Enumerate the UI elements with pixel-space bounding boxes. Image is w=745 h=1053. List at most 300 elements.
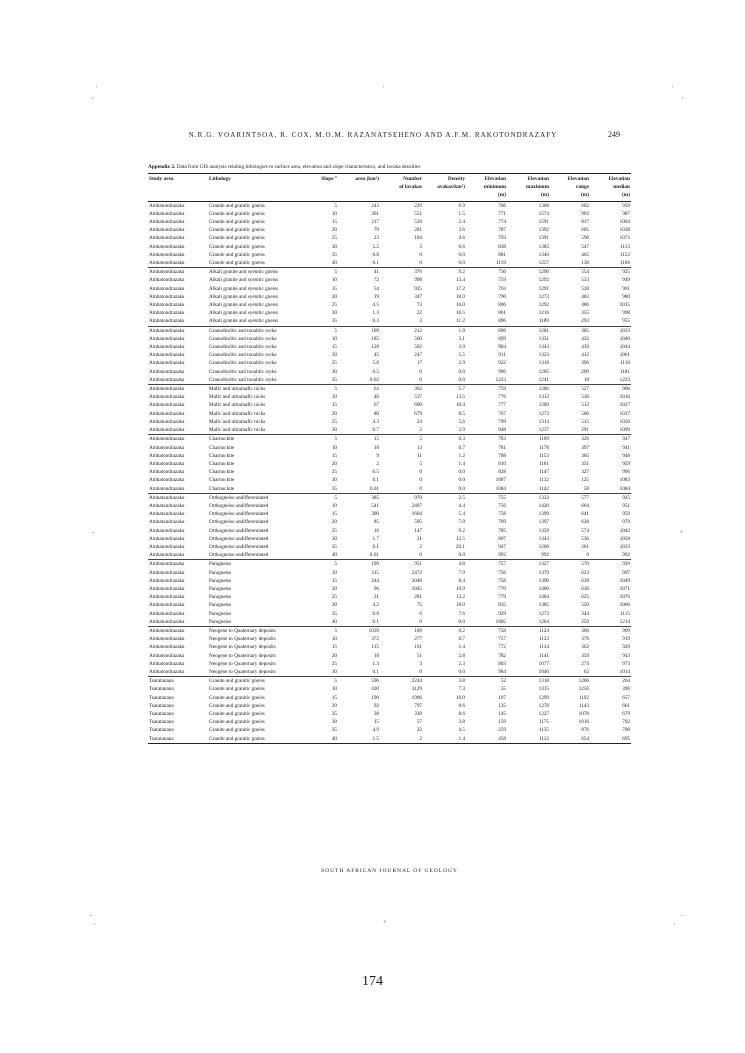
table-cell: 702	[622, 719, 630, 726]
table-cell: 20	[331, 702, 337, 709]
crop-mark: '	[383, 86, 385, 92]
table-cell: 10	[331, 686, 337, 693]
table-cell: 657	[622, 694, 630, 701]
table-cell: 951	[622, 502, 630, 509]
table-cell: 959	[590, 201, 631, 210]
table-cell: Neogene to Quaternary deposits	[209, 636, 276, 643]
table-cell: 536	[581, 394, 589, 401]
table-cell: 486	[581, 302, 589, 309]
table-cell: 1391	[538, 235, 549, 242]
table-cell: 10	[331, 335, 337, 342]
table-cell: 1257	[538, 260, 549, 267]
table-cell: 777	[498, 402, 506, 409]
table-cell: 770	[498, 585, 506, 592]
table-cell: 838	[498, 243, 506, 250]
table-cell: 396	[581, 360, 589, 367]
column-unit	[208, 191, 308, 201]
table-cell: 756	[498, 569, 506, 576]
table-cell: 1.3	[372, 310, 379, 317]
table-cell: 1396	[538, 577, 549, 584]
table-cell: Granite and granitic gneiss	[209, 686, 265, 693]
table-cell: 1.4	[458, 460, 465, 467]
column-unit	[338, 191, 380, 201]
table-cell: 11.2	[456, 318, 465, 325]
table-cell: 4.9	[372, 727, 379, 734]
table-cell: 1.5	[458, 210, 465, 217]
table-cell: 5	[308, 493, 338, 502]
table-cell: 5	[308, 560, 338, 569]
table-cell: 0	[419, 368, 422, 375]
table-cell: 0.0	[458, 376, 465, 383]
table-cell: 30	[331, 535, 337, 542]
table-cell: Granodioritic and tonalitic rocks	[209, 360, 277, 367]
table-cell: Ambatondrazaka	[149, 285, 185, 292]
crop-mark: -	[90, 913, 92, 919]
table-cell: 512	[581, 402, 589, 409]
table-cell: 1314	[538, 418, 549, 425]
table-row	[148, 226, 631, 234]
table-cell: 948	[498, 427, 506, 434]
table-cell: 362	[380, 385, 423, 394]
table-cell: Orthogneiss undifferentiated	[209, 535, 269, 542]
table-row	[148, 652, 631, 660]
table-cell: 115	[371, 644, 379, 651]
table-row	[148, 317, 631, 326]
table-cell: Mafic and ultramafic rocks	[209, 394, 266, 401]
table-cell: 1291	[538, 285, 549, 292]
table-cell: 25	[331, 594, 337, 601]
table-cell: 0	[586, 552, 589, 559]
table-cell: Paragneiss	[209, 602, 232, 609]
table-cell: 1.2	[458, 452, 465, 459]
crop-mark: ,	[94, 920, 96, 926]
table-cell: 1135	[538, 727, 549, 734]
table-cell: 790	[498, 293, 506, 300]
data-table	[148, 173, 631, 744]
table-cell: 40	[308, 735, 338, 744]
table-cell: Ambatondrazaka	[149, 277, 185, 284]
table-row	[148, 452, 631, 460]
table-cell: 0	[419, 618, 422, 625]
table-cell: 55	[500, 686, 506, 693]
table-cell: 4.2	[372, 602, 379, 609]
table-cell: Ambatondrazaka	[149, 293, 185, 300]
table-cell: 30	[331, 427, 337, 434]
caption-label: Appendix 2.	[148, 164, 176, 170]
table-cell: 1241	[538, 376, 549, 383]
table-cell: 2472	[411, 569, 422, 576]
table-cell: 159	[498, 719, 506, 726]
table-cell: 708	[622, 727, 630, 734]
table-cell: 757	[466, 560, 507, 569]
table-cell: 803	[498, 660, 506, 667]
table-cell: 0.7	[458, 444, 465, 451]
table-cell: Paragneiss	[208, 560, 308, 569]
table-cell: 919	[622, 636, 630, 643]
table-row	[148, 210, 631, 218]
table-cell: Ambatondrazaka	[149, 469, 185, 476]
table-cell: Neogene to Quaternary deposits	[209, 652, 276, 659]
table-cell: 54	[373, 285, 379, 292]
table-cell: 506	[581, 410, 589, 417]
table-row	[148, 635, 631, 643]
table-cell: 947	[498, 543, 506, 550]
table-cell: 1166	[619, 260, 630, 267]
table-cell: 15	[338, 435, 380, 444]
table-cell: 807	[498, 535, 506, 542]
table-cell: 38	[373, 711, 379, 717]
table-cell: 0.7	[372, 427, 379, 434]
table-row	[148, 426, 631, 435]
table-cell: 3.1	[458, 335, 465, 342]
table-row	[148, 251, 631, 259]
table-cell: 25	[331, 418, 337, 425]
table-cell: 1132	[538, 477, 549, 484]
table-row	[148, 385, 631, 394]
table-cell: Granite and granitic gneiss	[208, 201, 308, 210]
table-cell: Ambatondrazaka	[149, 260, 185, 267]
table-cell: 1044	[619, 344, 630, 351]
table-cell: Ambatondrazaka	[149, 610, 185, 617]
table-cell: 1004	[619, 219, 630, 226]
table-cell: 1014	[619, 668, 630, 675]
table-cell: 536	[581, 535, 589, 542]
table-cell: 20	[331, 352, 337, 359]
column-header: Lithology	[208, 174, 308, 184]
table-cell: Ambatondrazaka	[149, 519, 185, 526]
table-row	[148, 393, 631, 401]
table-cell: 35	[331, 251, 337, 258]
table-cell: 25	[331, 711, 337, 717]
table-cell: 15	[331, 577, 337, 584]
table-cell: 979	[622, 519, 630, 526]
table-row	[148, 276, 631, 284]
table-cell: 432	[581, 335, 589, 342]
table-cell: 1119	[496, 260, 506, 267]
table-cell: 1906	[411, 694, 422, 701]
table-cell: 0.0	[458, 260, 465, 267]
table-cell: 998	[414, 277, 422, 284]
table-cell: 2244	[380, 677, 423, 686]
table-row	[148, 293, 631, 301]
table-cell: Ambatondrazaka	[149, 418, 185, 425]
table-cell: Ambatondrazaka	[148, 560, 208, 569]
table-cell: Charnockite	[209, 469, 235, 476]
table-cell: Ambatondrazaka	[149, 402, 185, 409]
table-cell: 5	[380, 435, 423, 444]
table-cell: 25	[331, 660, 337, 667]
table-cell: 5.6	[458, 418, 465, 425]
table-cell: 4.5	[458, 727, 465, 734]
table-cell: 11	[417, 452, 422, 459]
table-cell: 1223	[619, 376, 630, 383]
table-cell: 527	[550, 385, 590, 394]
table-cell: 1045	[411, 585, 422, 592]
table-cell: 899	[498, 335, 506, 342]
table-cell: 10.9	[455, 585, 465, 592]
table-cell: Neogene to Quaternary deposits	[209, 660, 276, 667]
crop-mark: +	[680, 530, 684, 536]
table-cell: 5.8	[372, 360, 379, 367]
table-cell: 3.9	[458, 344, 465, 351]
table-cell: 0.3	[423, 435, 466, 444]
table-cell: 277	[414, 636, 422, 643]
table-cell: 0.0	[458, 552, 465, 559]
table-row	[148, 435, 631, 444]
table-row	[148, 543, 631, 551]
table-cell: 1178	[538, 444, 549, 451]
table-cell: 550	[581, 602, 589, 609]
table-cell: 828	[498, 469, 506, 476]
table-cell: 577	[550, 493, 590, 502]
table-cell: Orthogneiss undifferentiated	[209, 552, 269, 559]
table-cell: 959	[622, 511, 630, 518]
table-cell: 1153	[619, 251, 630, 258]
table-row	[148, 485, 631, 494]
table-cell: 1077	[538, 660, 549, 667]
table-cell: 806	[498, 302, 506, 309]
table-cell: Ambatondrazaka	[149, 552, 185, 559]
table-cell: Tsaratanana	[148, 735, 208, 744]
table-cell: Granite and granitic gneiss	[209, 243, 265, 250]
table-cell: 107	[498, 694, 506, 701]
table-cell: 1109	[507, 435, 550, 444]
table-cell: 2.8	[458, 652, 465, 659]
table-cell: 15	[331, 452, 337, 459]
table-cell: 281	[414, 227, 422, 234]
table-cell: 551	[414, 210, 422, 217]
table-cell: 5.4	[458, 511, 465, 518]
table-cell: Ambatondrazaka	[148, 385, 208, 394]
table-cell: 80	[373, 410, 379, 417]
table-cell: 41	[338, 268, 380, 277]
table-cell: 92	[373, 702, 379, 709]
table-cell: 15	[331, 344, 337, 351]
table-cell: 22	[416, 310, 422, 317]
table-cell: 797	[414, 702, 422, 709]
table-cell: 125	[581, 477, 589, 484]
table-cell: Tsaratanana	[149, 727, 174, 734]
table-cell: 20	[331, 585, 337, 592]
table-cell: 1312	[538, 394, 549, 401]
table-row	[148, 593, 631, 601]
table-cell: 0	[419, 469, 422, 476]
table-cell: Ambatondrazaka	[149, 577, 185, 584]
table-cell: 1016	[578, 719, 589, 726]
table-cell: 1273	[538, 610, 549, 617]
column-subheader	[208, 183, 308, 191]
table-cell: 896	[466, 326, 507, 335]
table-cell: 570	[550, 560, 590, 569]
table-row	[148, 726, 631, 734]
table-cell: 10	[331, 502, 337, 509]
table-cell: Ambatondrazaka	[149, 302, 185, 309]
table-cell: 16.5	[455, 310, 465, 317]
table-cell: Ambatondrazaka	[149, 251, 185, 258]
table-cell: 1406	[538, 585, 549, 592]
column-unit: (m)	[507, 191, 550, 201]
table-cell: 779	[498, 594, 506, 601]
table-cell: 209	[581, 368, 589, 375]
table-cell: Granite and granitic gneiss	[209, 210, 265, 217]
table-cell: 274	[581, 660, 589, 667]
table-cell: 941	[622, 444, 630, 451]
table-cell: 925	[414, 285, 422, 292]
table-cell: 984	[498, 668, 506, 675]
table-cell: Granodioritic and tonalitic rocks	[208, 326, 308, 335]
table-cell: 0.1	[372, 668, 379, 675]
table-cell: 1327	[507, 560, 550, 569]
table-cell: 903	[581, 210, 589, 217]
table-cell: 1397	[538, 519, 549, 526]
footer-page-number: 174	[362, 974, 383, 989]
table-cell: Ambatondrazaka	[149, 485, 185, 492]
table-cell: 63	[338, 385, 380, 394]
table-cell: 281	[414, 594, 422, 601]
table-cell: 1142	[538, 485, 549, 492]
table-cell: 1.7	[372, 535, 379, 542]
column-header: Elevation	[466, 174, 507, 184]
crop-mark: '	[672, 86, 674, 92]
table-header	[148, 174, 631, 202]
table-cell: 2	[376, 460, 379, 467]
table-cell: 574	[581, 527, 589, 534]
table-cell: 664	[581, 502, 589, 509]
table-cell: 2048	[411, 577, 422, 584]
table-cell: 736	[466, 268, 507, 277]
table-cell: 0.5	[372, 469, 379, 476]
table-cell: Tsaratanana	[148, 677, 208, 686]
table-cell: 161	[414, 644, 422, 651]
table-cell: 1604	[411, 511, 422, 518]
table-cell: 1332	[507, 493, 550, 502]
table-cell: 2.4	[458, 219, 465, 226]
table-cell: Ambatondrazaka	[149, 444, 185, 451]
table-cell: Granite and granitic gneiss	[208, 735, 308, 744]
table-cell: 1292	[538, 302, 549, 309]
table-cell: 771	[498, 210, 506, 217]
column-unit	[423, 191, 466, 201]
table-cell: Ambatondrazaka	[149, 235, 185, 242]
table-cell: Granite and granitic gneiss	[209, 694, 265, 701]
table-cell: 766	[466, 201, 507, 210]
column-unit	[308, 191, 338, 201]
table-cell: 1385	[538, 243, 549, 250]
table-cell: 1113	[620, 243, 630, 250]
column-subheader: range	[576, 184, 589, 191]
table-cell: 1061	[619, 352, 630, 359]
table-cell: Granite and granitic gneiss	[209, 227, 265, 234]
table-cell: 1071	[619, 585, 630, 592]
table-cell: Charnockite	[209, 460, 235, 467]
table-cell: 1073	[619, 235, 630, 242]
table-cell: 293	[581, 318, 589, 325]
column-header: Slope °	[308, 174, 338, 184]
table-cell: 0.3	[372, 318, 379, 325]
table-cell: 40	[331, 552, 337, 559]
table-cell: 1153	[538, 452, 549, 459]
table-cell: 344	[581, 610, 589, 617]
table-cell: 190	[371, 694, 379, 701]
table-row	[148, 359, 631, 367]
table-cell: 24	[416, 418, 422, 425]
table-cell: 0	[419, 668, 422, 675]
table-cell: Ambatondrazaka	[149, 394, 185, 401]
table-cell: 22	[416, 727, 422, 734]
table-cell: 465	[581, 251, 589, 258]
table-cell: 128	[371, 344, 379, 351]
table-row	[148, 201, 631, 210]
table-cell: 135	[498, 702, 506, 709]
table-cell: 785	[498, 527, 506, 534]
table-cell: 25	[331, 469, 337, 476]
table-cell: 259	[581, 618, 589, 625]
table-cell: 947	[590, 435, 631, 444]
table-row	[148, 476, 631, 484]
table-cell: Ambatondrazaka	[148, 493, 208, 502]
table-cell: 13.4	[455, 277, 465, 284]
table-cell: 781	[498, 444, 506, 451]
table-cell: 1078	[578, 711, 589, 717]
table-cell: Tsaratanana	[149, 694, 174, 701]
table-cell: 948	[622, 452, 630, 459]
table-cell: 4.3	[372, 418, 379, 425]
table-cell: 1292	[538, 277, 549, 284]
table-cell: 943	[622, 652, 630, 659]
table-cell: 1.5	[338, 735, 380, 744]
table-cell: 8.4	[458, 577, 465, 584]
table-cell: 351	[581, 460, 589, 467]
table-cell: Orthogneiss undifferentiated	[208, 493, 308, 502]
table-cell: Ambatondrazaka	[148, 326, 208, 335]
table-cell: 1143	[578, 702, 589, 709]
table-cell: 217	[371, 219, 379, 226]
table-row	[148, 376, 631, 385]
table-row	[148, 493, 631, 502]
table-cell: Granite and granitic gneiss	[209, 719, 265, 726]
table-cell: 1299	[538, 694, 549, 701]
table-cell: 1392	[538, 227, 549, 234]
table-cell: 2	[419, 427, 422, 434]
table-cell: 1368	[507, 201, 550, 210]
table-cell: 244	[371, 577, 379, 584]
table-cell: 904	[498, 344, 506, 351]
table-cell: 955	[622, 318, 630, 325]
table-cell: Ambatondrazaka	[149, 318, 185, 325]
table-cell: 998	[622, 310, 630, 317]
table-cell: 17.2	[455, 285, 465, 292]
table-cell: Granodioritic and tonalitic rocks	[209, 376, 277, 383]
table-cell: Granite and granitic gneiss	[209, 727, 265, 734]
table-cell: 25	[331, 235, 337, 242]
table-cell: 109	[338, 326, 380, 335]
table-cell: 1264	[538, 618, 549, 625]
table-cell: 2	[380, 735, 423, 744]
table-cell: 10.4	[455, 402, 465, 409]
table-cell: 1134	[538, 644, 549, 651]
table-row	[148, 285, 631, 293]
table-row	[148, 560, 631, 569]
table-cell: 0	[419, 477, 422, 484]
table-row	[148, 702, 631, 710]
table-cell: Orthogneiss undifferentiated	[209, 502, 269, 509]
table-cell: Ambatondrazaka	[148, 268, 208, 277]
table-cell: 261	[581, 543, 589, 550]
table-cell: 1359	[538, 527, 549, 534]
table-cell: 0	[419, 251, 422, 258]
table-cell: 18	[373, 444, 379, 451]
table-cell: 5	[308, 677, 338, 686]
